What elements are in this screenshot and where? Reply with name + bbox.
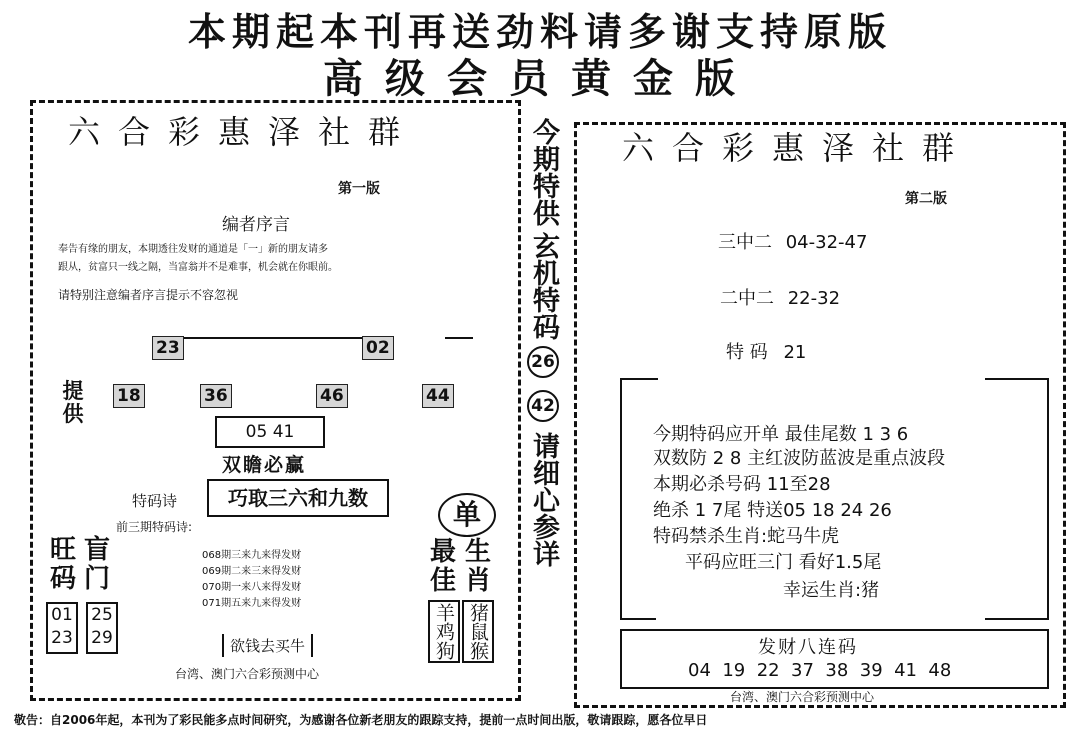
top-numbers-line-end [445, 337, 473, 339]
previous-poems-label: 前三期特码诗: [116, 520, 193, 534]
wang-label-col2: 盲门 [83, 535, 110, 594]
top-number-2: 02 [362, 336, 394, 360]
riddle-text: 欲钱去买牛 [222, 634, 313, 657]
wang-number: 01 [51, 605, 73, 625]
wang-number: 23 [51, 628, 73, 648]
middle-text-3: 请细心参详 [528, 432, 559, 567]
wang-left-numbers [46, 602, 78, 654]
right-footer: 台湾、澳门六合彩预测中心 [730, 690, 875, 704]
info-line: 今期特码应开单 最佳尾数 1 3 6 [653, 424, 909, 445]
left-panel-title: 六合彩惠泽社群 [68, 113, 419, 151]
row-two-two-value: 22-32 [787, 288, 841, 309]
provide-number-1: 18 [113, 384, 145, 408]
info-line: 平码应旺三门 看好1.5尾 [685, 552, 882, 573]
row-three-two-value: 04-32-47 [785, 232, 868, 253]
bottom-notice: 敬告：自2006年起，本刊为了彩民能多点时间研究，为感谢各位新老朋友的跟踪支持，提前一点时间出版，敬请跟踪，愿各位早日 [14, 713, 708, 727]
poem-label: 特码诗 [132, 492, 178, 510]
middle-column [523, 118, 563, 567]
left-footer: 台湾、澳门六合彩预测中心 [175, 667, 320, 681]
right-edition-label: 第二版 [905, 191, 947, 207]
info-line: 特码禁杀生肖:蛇马牛虎 [653, 526, 840, 547]
middle-text-1: 今期特供 [528, 118, 559, 226]
row-three-two [718, 228, 867, 254]
row-two-two [720, 284, 840, 310]
wang-number: 25 [91, 605, 113, 625]
provide-number-2: 36 [200, 384, 232, 408]
info-line: 本期必杀号码 11至28 [653, 474, 831, 495]
slogan: 双瞻必赢 [222, 454, 307, 476]
provide-number-3: 46 [316, 384, 348, 408]
zodiac-box-2: 猪鼠猴 [462, 600, 494, 663]
best-label-col2: 生肖 [464, 537, 491, 596]
row-three-two-label: 三中二 [718, 232, 772, 253]
best-label-col1: 最佳 [429, 537, 456, 596]
info-bracket-right [985, 378, 1049, 620]
middle-circle-number-1: 26 [527, 346, 559, 378]
previous-poem-item: 069期二来三来得发财 [202, 566, 302, 577]
provide-number-4: 44 [422, 384, 454, 408]
previous-poem-item: 070期一来八来得发财 [202, 582, 302, 593]
info-line: 幸运生肖:猪 [783, 580, 880, 601]
top-number-1: 23 [152, 336, 184, 360]
top-numbers-line [180, 337, 365, 339]
left-edition-label: 第一版 [338, 181, 380, 197]
preface-note: 请特别注意编者序言提示不容忽视 [58, 288, 239, 302]
provide-label: 提供 [62, 379, 84, 427]
header-line-2: 高级会员黄金版 [323, 56, 757, 102]
row-special [726, 338, 806, 364]
info-line: 绝杀 1 7尾 特送05 18 24 26 [653, 500, 892, 521]
previous-poem-item: 068期三来九来得发财 [202, 550, 302, 561]
info-line: 双数防 2 8 主红波防蓝波是重点波段 [653, 448, 946, 469]
preface-line-1: 奉告有缘的朋友，本期透往发财的通道是「一」新的朋友请多 [58, 244, 328, 255]
right-panel-title: 六合彩惠泽社群 [622, 129, 973, 167]
zodiac-box-1: 羊鸡狗 [428, 600, 460, 663]
previous-poem-item: 071期五来九来得发财 [202, 598, 302, 609]
lucky-numbers-title: 发财八连码 [758, 637, 858, 658]
header-line-1: 本期起本刊再送劲料请多谢支持原版 [187, 10, 892, 54]
row-special-value: 21 [783, 342, 807, 363]
preface-title: 编者序言 [222, 215, 290, 235]
row-two-two-label: 二中二 [720, 288, 774, 309]
poem-box: 巧取三六和九数 [207, 479, 389, 517]
info-bracket-bottom-right [985, 618, 1049, 620]
row-special-label: 特 码 [726, 342, 768, 363]
pair-numbers-box: 05 41 [215, 416, 325, 448]
middle-text-2: 玄机特码 [528, 232, 559, 340]
lucky-numbers-list: 04 19 22 37 38 39 41 48 [688, 660, 952, 681]
single-oval: 单 [438, 493, 496, 537]
middle-circle-number-2: 42 [527, 390, 559, 422]
preface-line-2: 跟从，贫富只一线之隔，当富翁并不是难事，机会就在你眼前。 [58, 262, 338, 273]
wang-right-numbers [86, 602, 118, 654]
info-bracket-bottom-left [620, 618, 656, 620]
wang-label-col1: 旺码 [49, 535, 76, 594]
wang-number: 29 [91, 628, 113, 648]
